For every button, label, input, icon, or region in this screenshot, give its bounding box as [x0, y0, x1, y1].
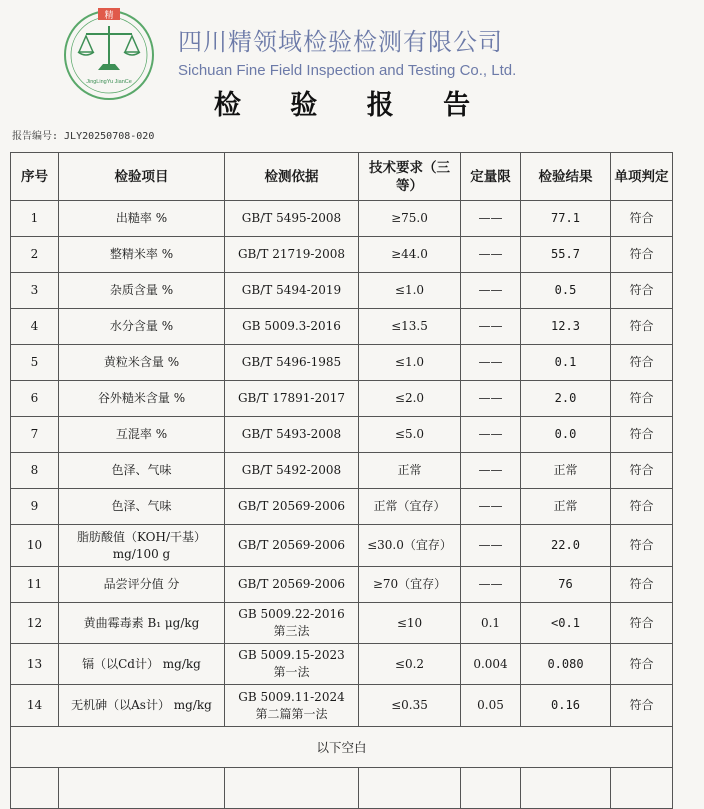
cell-requirement: 正常（宜存） — [359, 489, 461, 525]
cell-basis: GB/T 5496-1985 — [225, 345, 359, 381]
table-row — [11, 603, 673, 644]
cell-verdict: 符合 — [611, 525, 673, 567]
cell-result: 正常 — [521, 489, 611, 525]
cell-verdict: 符合 — [611, 381, 673, 417]
cell-basis — [225, 644, 359, 685]
cell-loq: —— — [461, 381, 521, 417]
cell-empty — [461, 768, 521, 809]
header-basis: 检测依据 — [225, 153, 359, 201]
cell-no: 6 — [11, 381, 59, 417]
cell-verdict: 符合 — [611, 273, 673, 309]
cell-loq: —— — [461, 489, 521, 525]
cell-result: 22.0 — [521, 525, 611, 567]
cell-verdict: 符合 — [611, 603, 673, 644]
table-row — [11, 489, 673, 525]
cell-result: 0.5 — [521, 273, 611, 309]
header-verdict: 单项判定 — [611, 153, 673, 201]
company-name-cn: 四川精领域检验检测有限公司 — [178, 28, 503, 56]
cell-item: 黄粒米含量 % — [59, 345, 225, 381]
cell-result: 正常 — [521, 453, 611, 489]
cell-empty — [59, 768, 225, 809]
cell-item — [59, 525, 225, 567]
cell-basis-line1: GB 5009.15-2023 — [238, 648, 345, 662]
cell-no: 2 — [11, 237, 59, 273]
cell-basis: GB/T 5492-2008 — [225, 453, 359, 489]
inspection-table — [10, 152, 673, 809]
cell-verdict: 符合 — [611, 201, 673, 237]
table-row-empty — [11, 768, 673, 809]
cell-empty — [521, 768, 611, 809]
cell-requirement: ≥75.0 — [359, 201, 461, 237]
cell-item: 品尝评分值 分 — [59, 567, 225, 603]
cell-empty — [11, 768, 59, 809]
cell-basis — [225, 603, 359, 644]
cell-no: 7 — [11, 417, 59, 453]
cell-basis-line2: 第三法 — [273, 624, 310, 638]
cell-basis: GB/T 20569-2006 — [225, 489, 359, 525]
cell-requirement: ≤30.0（宜存） — [359, 525, 461, 567]
cell-item: 整精米率 % — [59, 237, 225, 273]
cell-requirement: ≤1.0 — [359, 273, 461, 309]
cell-basis: GB/T 5493-2008 — [225, 417, 359, 453]
cell-requirement: ≤2.0 — [359, 381, 461, 417]
cell-result: 76 — [521, 567, 611, 603]
svg-text:精: 精 — [104, 11, 114, 21]
cell-item: 谷外糙米含量 % — [59, 381, 225, 417]
cell-item: 镉（以Cd计） mg/kg — [59, 644, 225, 685]
table-row — [11, 567, 673, 603]
cell-loq: 0.1 — [461, 603, 521, 644]
cell-basis — [225, 685, 359, 727]
cell-result: 12.3 — [521, 309, 611, 345]
cell-item: 色泽、气味 — [59, 453, 225, 489]
header-requirement: 技术要求（三等） — [359, 153, 461, 201]
cell-verdict: 符合 — [611, 685, 673, 727]
cell-item: 色泽、气味 — [59, 489, 225, 525]
table-row — [11, 525, 673, 567]
cell-requirement: ≤10 — [359, 603, 461, 644]
cell-empty — [225, 768, 359, 809]
cell-verdict: 符合 — [611, 644, 673, 685]
cell-requirement: ≥44.0 — [359, 237, 461, 273]
cell-basis-line1: GB 5009.22-2016 — [238, 607, 345, 621]
cell-requirement: ≤0.35 — [359, 685, 461, 727]
cell-basis: GB/T 5495-2008 — [225, 201, 359, 237]
cell-item: 黄曲霉毒素 B₁ μg/kg — [59, 603, 225, 644]
cell-no: 11 — [11, 567, 59, 603]
cell-loq: —— — [461, 237, 521, 273]
cell-basis-line2: 第二篇第一法 — [255, 706, 328, 721]
cell-result: 2.0 — [521, 381, 611, 417]
cell-basis: GB/T 21719-2008 — [225, 237, 359, 273]
header-no: 序号 — [11, 153, 59, 201]
cell-result: 0.1 — [521, 345, 611, 381]
cell-loq: 0.004 — [461, 644, 521, 685]
table-row — [11, 201, 673, 237]
cell-item: 无机砷（以As计） mg/kg — [59, 685, 225, 727]
cell-no: 13 — [11, 644, 59, 685]
cell-result: 0.080 — [521, 644, 611, 685]
cell-requirement: ≤5.0 — [359, 417, 461, 453]
cell-requirement: ≤13.5 — [359, 309, 461, 345]
company-name-en: Sichuan Fine Field Inspection and Testing Co., Ltd. — [178, 62, 517, 79]
cell-result: 0.16 — [521, 685, 611, 727]
cell-basis: GB 5009.3-2016 — [225, 309, 359, 345]
table-row — [11, 644, 673, 685]
cell-loq: 0.05 — [461, 685, 521, 727]
cell-basis: GB/T 20569-2006 — [225, 525, 359, 567]
cell-empty — [359, 768, 461, 809]
report-title: 检 验 报 告 — [213, 90, 491, 121]
cell-loq: —— — [461, 567, 521, 603]
cell-loq: —— — [461, 345, 521, 381]
cell-loq: —— — [461, 273, 521, 309]
table-row — [11, 237, 673, 273]
cell-verdict: 符合 — [611, 417, 673, 453]
cell-loq: —— — [461, 525, 521, 567]
cell-loq: —— — [461, 417, 521, 453]
cell-result: <0.1 — [521, 603, 611, 644]
cell-requirement: 正常 — [359, 453, 461, 489]
cell-requirement: ≤0.2 — [359, 644, 461, 685]
svg-text:JingLingYu JianCe: JingLingYu JianCe — [86, 79, 132, 85]
cell-loq: —— — [461, 309, 521, 345]
table-row-blank — [11, 727, 673, 768]
cell-basis: GB/T 20569-2006 — [225, 567, 359, 603]
cell-item-line2: mg/100 g — [112, 546, 171, 561]
cell-basis-line2: 第一法 — [273, 665, 310, 679]
table-row — [11, 309, 673, 345]
table-row — [11, 381, 673, 417]
cell-basis: GB/T 5494-2019 — [225, 273, 359, 309]
cell-verdict: 符合 — [611, 309, 673, 345]
cell-no: 5 — [11, 345, 59, 381]
table-row — [11, 453, 673, 489]
cell-basis-line1: GB 5009.11-2024 — [238, 689, 345, 704]
cell-item: 水分含量 % — [59, 309, 225, 345]
cell-requirement: ≥70（宜存） — [359, 567, 461, 603]
cell-result: 55.7 — [521, 237, 611, 273]
cell-verdict: 符合 — [611, 237, 673, 273]
cell-empty — [611, 768, 673, 809]
cell-verdict: 符合 — [611, 567, 673, 603]
cell-requirement: ≤1.0 — [359, 345, 461, 381]
header-item: 检验项目 — [59, 153, 225, 201]
blank-below-note: 以下空白 — [11, 727, 673, 768]
cell-item-line1: 脂肪酸值（KOH/干基） — [77, 529, 206, 544]
table-row — [11, 685, 673, 727]
cell-loq: —— — [461, 201, 521, 237]
report-number: 报告编号: JLY20250708-020 — [12, 131, 155, 142]
cell-item: 互混率 % — [59, 417, 225, 453]
cell-basis: GB/T 17891-2017 — [225, 381, 359, 417]
table-row — [11, 345, 673, 381]
cell-loq: —— — [461, 453, 521, 489]
table-row — [11, 417, 673, 453]
cell-result: 77.1 — [521, 201, 611, 237]
table-header-row — [11, 153, 673, 201]
cell-no: 14 — [11, 685, 59, 727]
cell-no: 8 — [11, 453, 59, 489]
header-result: 检验结果 — [521, 153, 611, 201]
table-row — [11, 273, 673, 309]
cell-verdict: 符合 — [611, 489, 673, 525]
cell-no: 10 — [11, 525, 59, 567]
cell-result: 0.0 — [521, 417, 611, 453]
cell-no: 4 — [11, 309, 59, 345]
cell-item: 出糙率 % — [59, 201, 225, 237]
cell-no: 9 — [11, 489, 59, 525]
cell-verdict: 符合 — [611, 453, 673, 489]
cell-no: 3 — [11, 273, 59, 309]
cell-no: 12 — [11, 603, 59, 644]
cell-verdict: 符合 — [611, 345, 673, 381]
cell-no: 1 — [11, 201, 59, 237]
cell-item: 杂质含量 % — [59, 273, 225, 309]
header-loq: 定量限 — [461, 153, 521, 201]
